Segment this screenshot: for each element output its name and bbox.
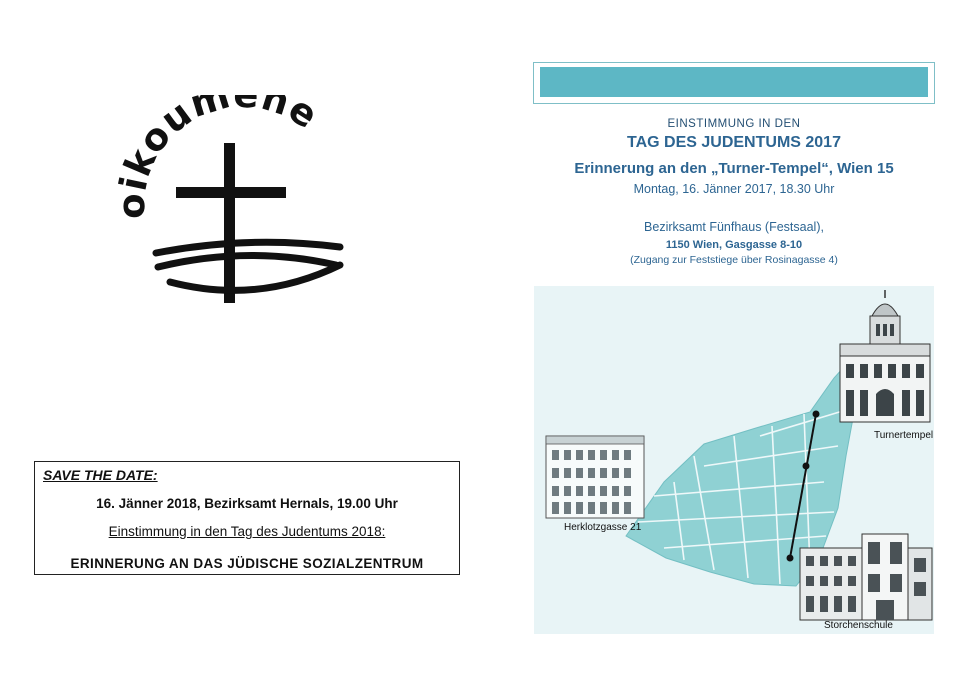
flyer-date: Montag, 16. Jänner 2017, 18.30 Uhr: [633, 182, 835, 196]
route-point-turnertempel: [813, 411, 820, 418]
flyer-header-fill: [540, 67, 928, 97]
save-the-date-box: [34, 461, 460, 575]
flyer-venue: Bezirksamt Fünfhaus (Festsaal),: [644, 220, 824, 234]
event-flyer: [533, 62, 935, 634]
flyer-kicker: EINSTIMMUNG IN DEN: [667, 118, 801, 130]
flyer-address: 1150 Wien, Gasgasse 8-10: [665, 239, 803, 251]
cross-vertical: [224, 143, 235, 303]
wave-2: [158, 255, 336, 267]
route-point-storchenschule: [787, 555, 794, 562]
save-the-date-date: 16. Jänner 2018, Bezirksamt Hernals, 19.00 Uhr: [96, 496, 398, 511]
flyer-header-bar: [533, 62, 935, 104]
route-point-middle: [803, 463, 810, 470]
herklotzgasse-building: [546, 436, 644, 518]
caption-herklotzgasse: Herklotzgasse 21: [564, 522, 642, 533]
flyer-subtitle: Erinnerung an den „Turner-Tempel“, Wien 15: [574, 160, 894, 177]
wave-3: [170, 265, 340, 290]
flyer-access: (Zugang zur Feststiege über Rosinagasse 4): [630, 254, 838, 266]
map-illustration: [534, 286, 934, 634]
oikoumene-wordmark: koum ne: [118, 95, 327, 183]
oikoumene-logo: [118, 95, 368, 320]
flyer-title: TAG DES JUDENTUMS 2017: [627, 134, 841, 151]
save-the-date-subline: Einstimmung in den Tag des Judentums 2018:: [108, 524, 386, 539]
caption-storchenschule: Storchenschule: [824, 620, 893, 631]
turnertempel-building: [840, 290, 930, 422]
save-the-date-title: SAVE THE DATE:: [43, 467, 158, 483]
cross-horizontal: [176, 187, 286, 198]
caption-turnertempel: Turnertempel: [874, 430, 934, 441]
save-the-date-topic: ERINNERUNG AN DAS JÜDISCHE SOZIALZENTRUM: [70, 556, 424, 571]
district-map: [534, 286, 934, 634]
oikoumene-emblem: [118, 95, 368, 320]
wave-1: [156, 242, 340, 253]
